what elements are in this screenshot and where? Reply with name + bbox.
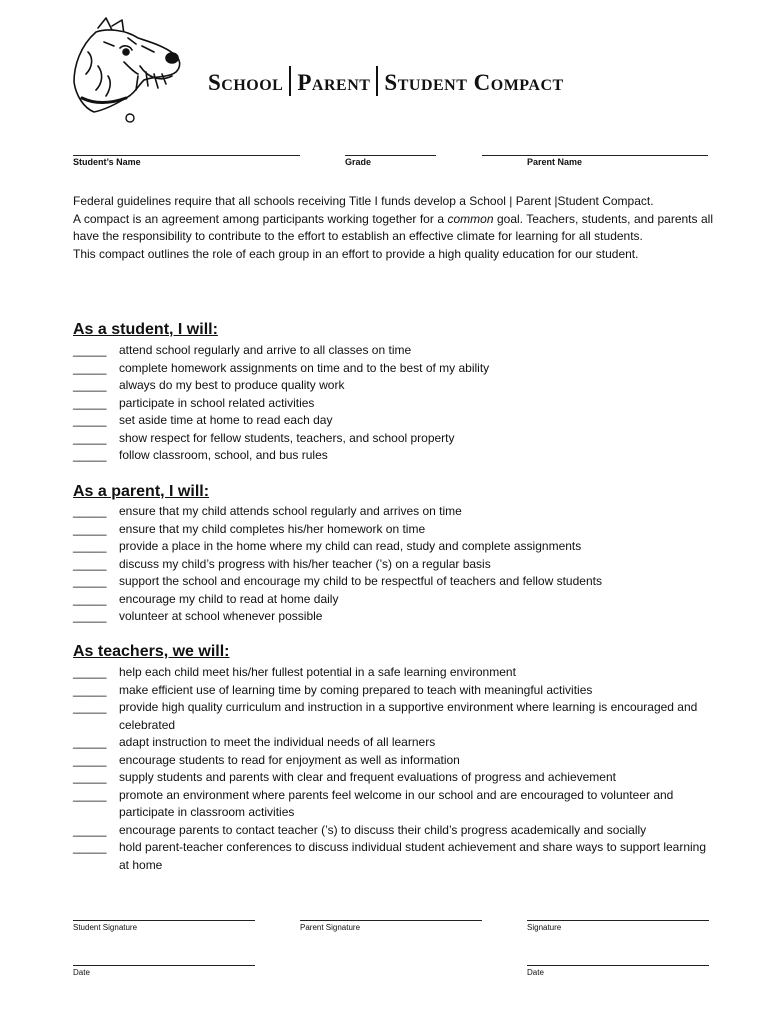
list-item-text: ensure that my child attends school regularly and arrives on time <box>119 504 462 518</box>
list-item <box>73 752 718 770</box>
list-item <box>73 342 718 360</box>
list-item-text: ensure that my child completes his/her homework on time <box>119 521 426 536</box>
parent-items-list <box>73 503 718 626</box>
title-divider <box>376 66 378 96</box>
check-blank[interactable]: _____ <box>73 343 107 357</box>
date-label-left: Date <box>73 968 90 977</box>
list-item-text: hold parent-teacher conferences to discuss individual student achievement and share ways to support learning at home <box>119 840 707 872</box>
list-item-text: attend school regularly and arrive to all classes on time <box>119 343 412 357</box>
list-item-text: set aside time at home to read each day <box>119 413 333 427</box>
intro-line: Federal guidelines require that all schools receiving Title I funds develop a School | Parent |Student Compact. <box>73 194 654 208</box>
student-signature-label: Student Signature <box>73 923 138 932</box>
check-blank[interactable]: _____ <box>73 665 107 679</box>
list-item <box>73 395 718 413</box>
list-item <box>73 664 718 682</box>
list-item-text: encourage students to read for enjoyment as well as information <box>119 752 460 767</box>
list-item-text: promote an environment where parents feel welcome in our school and are encouraged to volunteer and participate in classroom activities <box>119 787 674 819</box>
list-item <box>73 591 718 609</box>
parent-signature-label: Parent Signature <box>300 923 361 932</box>
teacher-section-heading: As teachers, we will: <box>73 643 230 660</box>
student-name-field[interactable] <box>73 155 300 156</box>
list-item-text: always do my best to produce quality work <box>119 378 345 392</box>
check-blank[interactable]: _____ <box>73 521 107 536</box>
grade-field[interactable] <box>345 155 436 156</box>
list-item-text: provide high quality curriculum and instruction in a supportive environment where learning is encouraged and celebrated <box>119 700 698 732</box>
list-item <box>73 447 718 465</box>
intro-paragraph <box>73 193 713 263</box>
list-item-text: show respect for fellow students, teachers, and school property <box>119 430 455 445</box>
date-field-right[interactable] <box>527 965 709 966</box>
check-blank[interactable]: _____ <box>73 822 107 837</box>
title-divider <box>289 66 291 96</box>
list-item <box>73 573 718 591</box>
tag-icon <box>126 114 134 122</box>
check-blank[interactable]: _____ <box>73 609 107 623</box>
title-student-compact: Student Compact <box>384 70 564 95</box>
check-blank[interactable]: _____ <box>73 539 107 553</box>
student-section-heading: As a student, I will: <box>73 321 218 338</box>
check-blank[interactable]: _____ <box>73 700 107 714</box>
student-signature-field[interactable] <box>73 920 255 921</box>
list-item-text: provide a place in the home where my child can read, study and complete assignments <box>119 539 582 553</box>
list-item-text: help each child meet his/her fullest potential in a safe learning environment <box>119 665 516 679</box>
list-item-text: make efficient use of learning time by coming prepared to teach with meaningful activities <box>119 682 593 697</box>
list-item-text: supply students and parents with clear and frequent evaluations of progress and achievement <box>119 770 616 784</box>
parent-name-label: Parent Name <box>527 157 583 167</box>
parent-name-field[interactable] <box>482 155 708 156</box>
list-item <box>73 538 718 556</box>
list-item <box>73 503 718 521</box>
check-blank[interactable]: _____ <box>73 413 107 427</box>
check-blank[interactable]: _____ <box>73 787 107 802</box>
list-item <box>73 769 718 787</box>
list-item <box>73 839 718 874</box>
list-item-text: encourage parents to contact teacher (’s) to discuss their child’s progress academically and socially <box>119 822 647 837</box>
list-item <box>73 377 718 395</box>
list-item <box>73 608 718 626</box>
list-item <box>73 412 718 430</box>
list-item-text: support the school and encourage my child to be respectful of teachers and fellow students <box>119 574 602 588</box>
list-item <box>73 556 718 574</box>
parent-signature-field[interactable] <box>300 920 482 921</box>
list-item-text: participate in school related activities <box>119 395 315 410</box>
check-blank[interactable]: _____ <box>73 752 107 767</box>
intro-line: A compact is an agreement among participants working together for a common goal. Teachers, students, and parents all have the responsibility to contribute to the effort to establish an effective climate for learning for all students. <box>73 211 713 243</box>
schnauzer-dog-logo-icon <box>68 16 188 128</box>
list-item <box>73 734 718 752</box>
check-blank[interactable]: _____ <box>73 682 107 697</box>
list-item <box>73 787 718 822</box>
list-item-text: adapt instruction to meet the individual needs of all learners <box>119 735 436 749</box>
check-blank[interactable]: _____ <box>73 574 107 588</box>
teacher-signature-field[interactable] <box>527 920 709 921</box>
list-item-text: encourage my child to read at home daily <box>119 591 339 606</box>
check-blank[interactable]: _____ <box>73 735 107 749</box>
list-item <box>73 360 718 378</box>
list-item-text: discuss my child’s progress with his/her teacher (’s) on a regular basis <box>119 556 491 571</box>
intro-line: This compact outlines the role of each group in an effort to provide a high quality education for our student. <box>73 246 639 261</box>
check-blank[interactable]: _____ <box>73 448 107 462</box>
check-blank[interactable]: _____ <box>73 378 107 392</box>
list-item <box>73 430 718 448</box>
list-item <box>73 822 718 840</box>
student-items-list <box>73 342 718 465</box>
check-blank[interactable]: _____ <box>73 504 107 518</box>
student-name-label: Student’s Name <box>73 157 141 167</box>
list-item-text: complete homework assignments on time and to the best of my ability <box>119 360 490 375</box>
check-blank[interactable]: _____ <box>73 395 107 410</box>
check-blank[interactable]: _____ <box>73 591 107 606</box>
list-item <box>73 521 718 539</box>
title-parent: Parent <box>297 70 371 95</box>
title-school: School <box>208 70 284 95</box>
list-item-text: volunteer at school whenever possible <box>119 609 323 623</box>
list-item-text: follow classroom, school, and bus rules <box>119 448 328 462</box>
date-field-left[interactable] <box>73 965 255 966</box>
check-blank[interactable]: _____ <box>73 556 107 571</box>
date-label-right: Date <box>527 968 544 977</box>
check-blank[interactable]: _____ <box>73 430 107 445</box>
list-item <box>73 699 718 734</box>
list-item <box>73 682 718 700</box>
check-blank[interactable]: _____ <box>73 770 107 784</box>
grade-label: Grade <box>345 157 372 167</box>
check-blank[interactable]: _____ <box>73 360 107 375</box>
page-title <box>208 66 564 96</box>
check-blank[interactable]: _____ <box>73 840 107 854</box>
teacher-items-list <box>73 664 718 874</box>
parent-section-heading: As a parent, I will: <box>73 483 210 500</box>
signature-label: Signature <box>527 923 562 932</box>
